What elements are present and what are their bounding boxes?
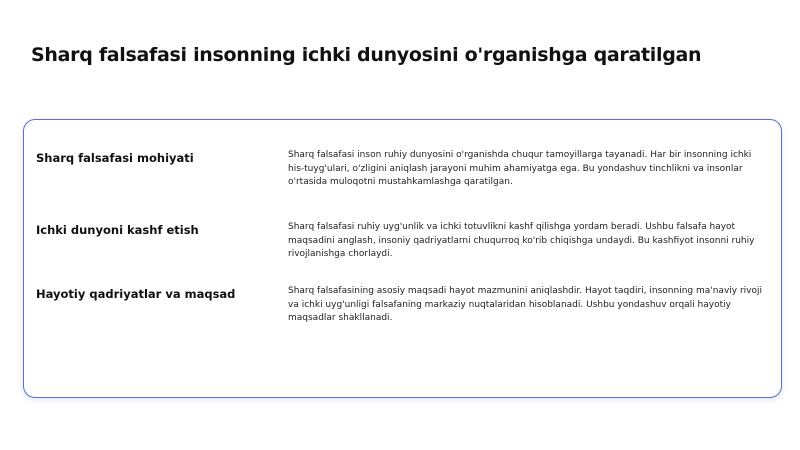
slide-title: Sharq falsafasi insonning ichki dunyosini o'rganishga qaratilgan (31, 44, 702, 66)
row-text-life-values: Sharq falsafasining asosiy maqsadi hayot mazmunini aniqlashdir. Hayot taqdiri, insonning ma'naviy rivoji va ichki uyg'unligi falsafaning markaziy nuqtalaridan hisoblanadi. Ushbu yondashuv orqali hayotiy maqsadlar shakllanadi. (288, 286, 762, 323)
row-heading-essence: Sharq falsafasi mohiyati (36, 151, 194, 165)
row-heading-life-values: Hayotiy qadriyatlar va maqsad (36, 287, 236, 301)
row-heading-inner-world: Ichki dunyoni kashf etish (36, 223, 199, 237)
row-text-essence: Sharq falsafasi inson ruhiy dunyosini o'rganishda chuqur tamoyillarga tayanadi. Har bir insonning ichki his-tuyg'ulari, o'zligini aniqlash jarayoni muhim ahamiyatga ega. Bu yondashuv tinchlikni va insonlar o'rtasida muloqotni mustahkamlashga qaratilgan. (288, 150, 752, 187)
row-text-inner-world: Sharq falsafasi ruhiy uyg'unlik va ichki totuvlikni kashf qilishga yordam beradi. Ushbu falsafa hayot maqsadini anglash, insoniy qadriyatlarni chuqurroq ko'rib chiqishga undaydi. Bu kashfiyot insonni ruhiy rivojlanishga chorlaydi. (288, 222, 755, 259)
